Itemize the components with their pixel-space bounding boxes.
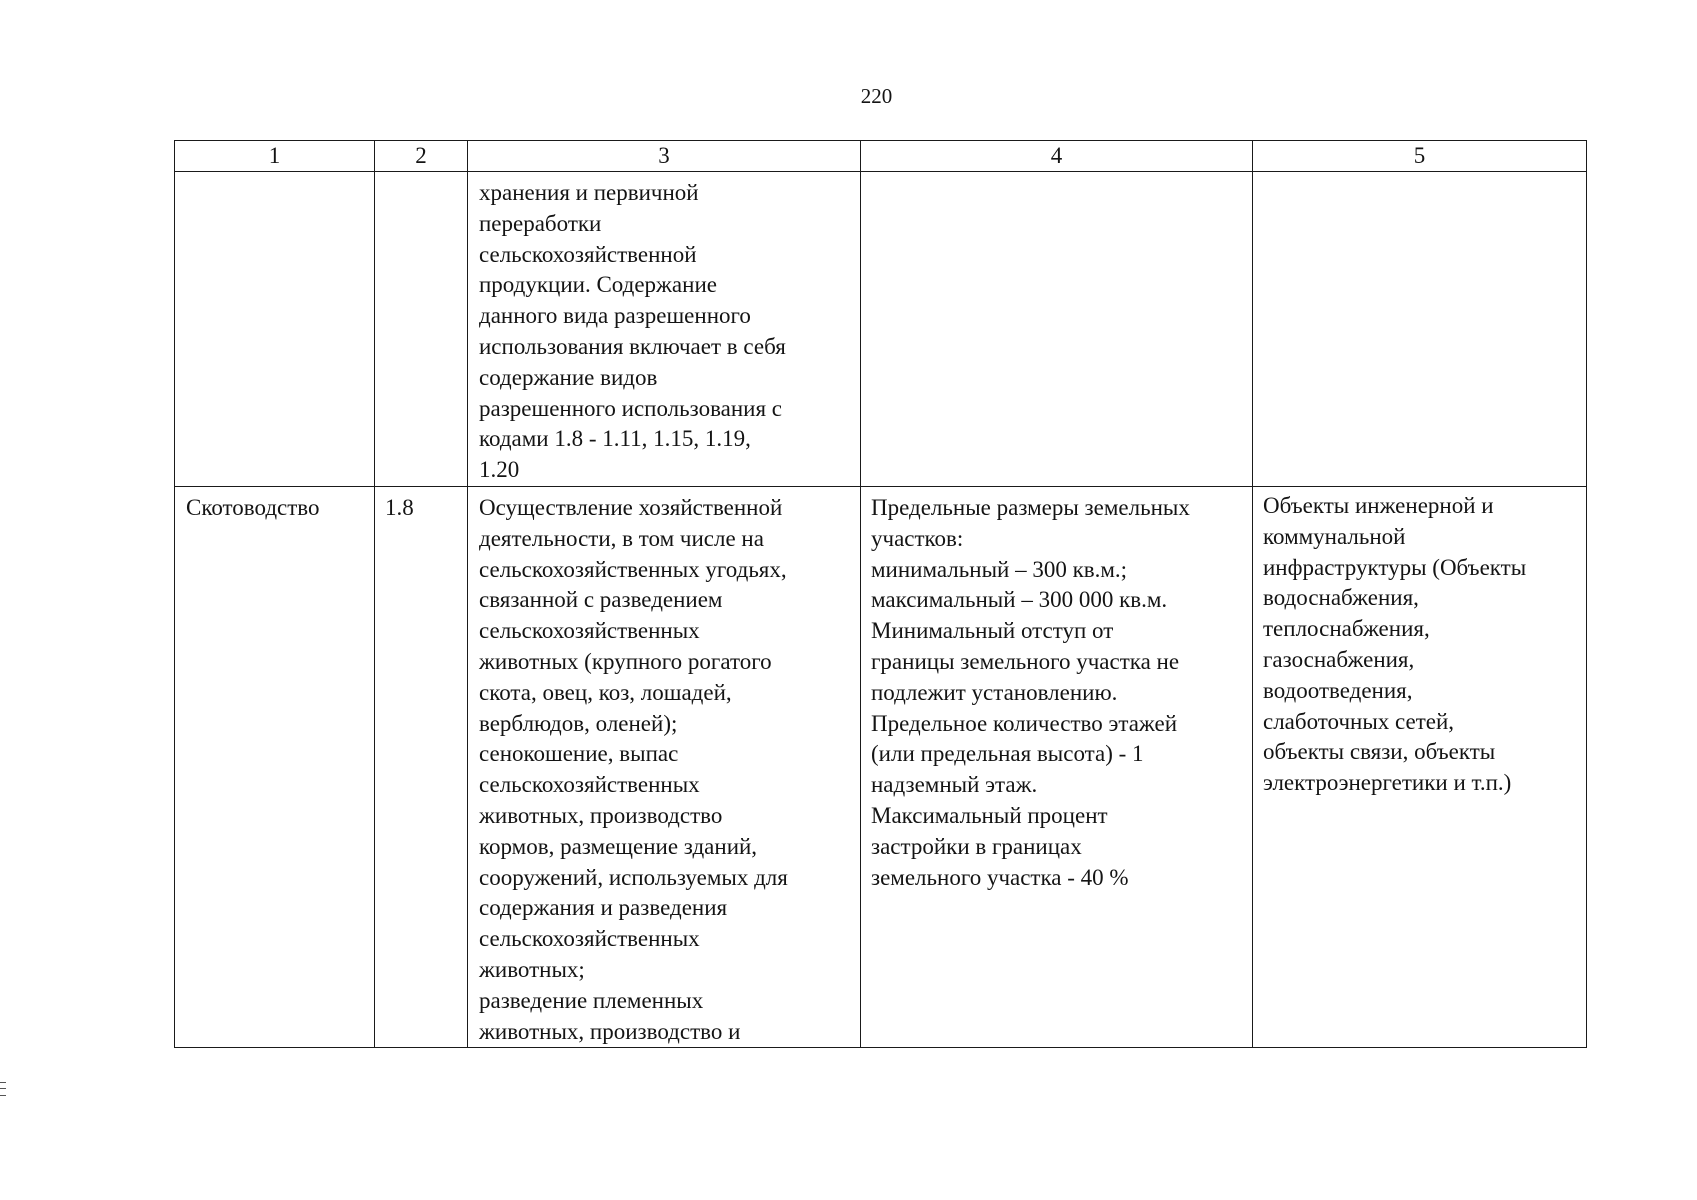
cell-text: хранения и первичной переработки сельскохозяйственной продукции. Содержание данного вида разрешенного использования включает в себя содержание видов разрешенного использования с кодами 1.8 - 1.11, 1.15, 1.19, 1.20 [479,180,786,483]
cell-text: Осуществление хозяйственной деятельности, в том числе на сельскохозяйственных угодьях, связанной с разведением сельскохозяйственных животных (крупного рогатого скота, овец, коз, лошадей, верблюдов, оленей); сенокошение, выпас сельскохозяйственных животных, производство кормов, размещение зданий, сооружений, используемых для содержания и разведения сельскохозяйственных животных; разведение племенных животных, производство и [479,494,788,1044]
table-row [175,172,1587,487]
header-cell-5: 5 [1253,141,1587,172]
cell-text: Предельные размеры земельных участков: минимальный – 300 кв.м.; максимальный – 300 000 кв.м. Минимальный отступ от границы земельного участка не подлежит установлению. Предельное количество этажей (или предельная высота) - 1 надземный этаж. Максимальный процент застройки в границах земельного участка - 40 % [871,494,1190,890]
cell-text: Скотоводство [186,494,320,520]
cell-parameters [861,172,1253,487]
cell-use-description [468,172,861,487]
cell-auxiliary-objects [1253,172,1587,487]
cell-use-code [375,172,468,487]
table-header-row [175,141,1587,172]
cell-text [1253,172,1586,176]
cell-text [175,172,374,178]
cell-text [375,172,467,178]
cell-use-description [468,486,861,1047]
cell-parameters [861,486,1253,1047]
cell-auxiliary-objects [1253,486,1587,1047]
cell-use-code [375,486,468,1047]
regulations-table [174,140,1587,1048]
header-cell-1: 1 [175,141,375,172]
header-cell-3: 3 [468,141,861,172]
page-number: 220 [860,84,893,108]
table-row [175,486,1587,1047]
cell-use-name [175,486,375,1047]
cell-text: Объекты инженерной и коммунальной инфраструктуры (Объекты водоснабжения, теплоснабжения, газоснабжения, водоотведения, слаботочных сетей, объекты связи, объекты электроэнергетики и т.п.) [1263,492,1527,796]
scan-margin-mark [0,1082,6,1096]
cell-use-name [175,172,375,487]
header-cell-2: 2 [375,141,468,172]
cell-text: 1.8 [385,494,414,520]
header-cell-4: 4 [861,141,1253,172]
cell-text [861,172,1252,178]
